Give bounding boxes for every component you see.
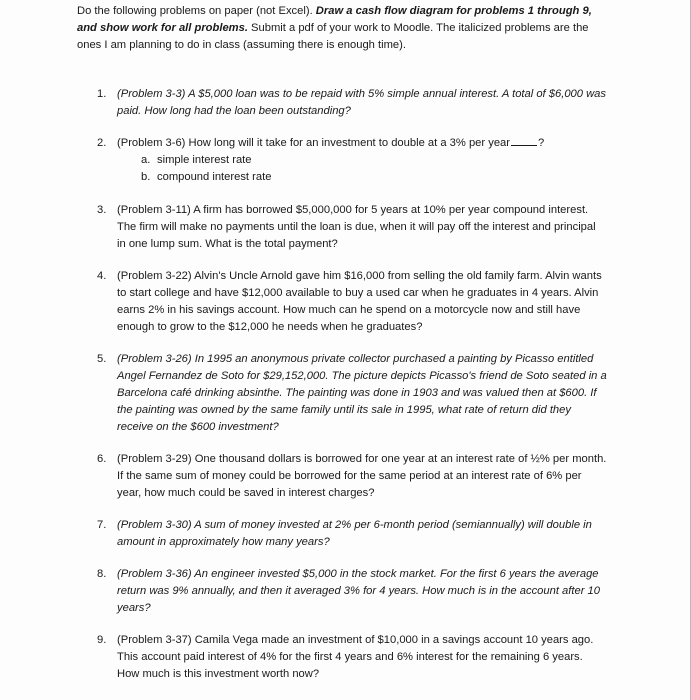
instructions-paragraph [77, 3, 597, 54]
problem-item-1 [97, 86, 607, 120]
problem-item-9 [97, 632, 607, 683]
problem-number: 5. [97, 353, 107, 365]
problem-text-after-blank: ? [538, 137, 545, 149]
problem-text: (Problem 3-22) Alvin's Uncle Arnold gave him $16,000 from selling the old family farm. Alvin wants to start college and have $12,000 available to buy a used car when he graduates in 4 years. Alvin earns 2% in his savings account. How much can he spend on a motorcycle now and still have enough to grow to the $12,000 he needs when he graduates? [117, 270, 602, 333]
problem-text: (Problem 3-11) A firm has borrowed $5,000,000 for 5 years at 10% per year compound interest. The firm will make no payments until the loan is due, when it will pay off the interest and principal in one lump sum. What is the total payment? [117, 204, 596, 250]
problem-number: 1. [97, 88, 107, 100]
problem-item-6 [97, 451, 607, 502]
problem-text: (Problem 3-26) In 1995 an anonymous private collector purchased a painting by Picasso entitled Angel Fernandez de Soto for $29,152,000. The picture depicts Picasso's friend de Soto seated in a Barcelona café drinking absinthe. The painting was done in 1903 and was valued then at $600. If the painting was owned by the same family until its sale in 1995, what rate of return did they receive on the $600 investment? [117, 353, 607, 433]
problem-text: (Problem 3-36) An engineer invested $5,000 in the stock market. For the first 6 years the average return was 9% annually, and then it averaged 3% for 4 years. How much is in the account after 10 years? [117, 568, 600, 614]
subitem [141, 169, 607, 186]
instructions-text-start: Do the following problems on paper (not Excel). [77, 5, 316, 17]
problem-text [117, 135, 607, 152]
instructions-emphasis: Draw a cash flow diagram for problems 1 through 9, and show work for all problems. [77, 5, 592, 34]
problem-item-2 [97, 135, 607, 185]
problem-text: (Problem 3-30) A sum of money invested at 2% per 6-month period (semiannually) will double in amount in approximately how many years? [117, 519, 592, 548]
problem-number: 6. [97, 453, 107, 465]
problem-item-5 [97, 351, 607, 436]
problem-text: (Problem 3-29) One thousand dollars is borrowed for one year at an interest rate of ½% per month. If the same sum of money could be borrowed for the same period at an interest rate of 6% per year, how much could be saved in interest charges? [117, 453, 607, 499]
problem-text: (Problem 3-37) Camila Vega made an investment of $10,000 in a savings account 10 years ago. This account paid interest of 4% for the first 4 years and 6% interest for the remaining 6 years. How much is this investment worth now? [117, 634, 594, 680]
problem-number: 3. [97, 204, 107, 216]
problem-text-before-blank: (Problem 3-6) How long will it take for an investment to double at a 3% per year [117, 137, 510, 149]
subitem [141, 152, 607, 169]
problem-text: (Problem 3-3) A $5,000 loan was to be repaid with 5% simple annual interest. A total of $6,000 was paid. How long had the loan been outstanding? [117, 88, 606, 117]
subitem-letter: a. [141, 154, 151, 166]
subitem-text: simple interest rate [157, 154, 252, 166]
problem-number: 4. [97, 270, 107, 282]
problem-number: 2. [97, 137, 107, 149]
problem-item-7 [97, 517, 607, 551]
problem-number: 9. [97, 634, 107, 646]
problem-list [97, 86, 607, 683]
problem-number: 7. [97, 519, 107, 531]
subitem-letter: b. [141, 170, 151, 183]
instructions-text-end: Submit a pdf of your work to Moodle. The italicized problems are the ones I am planning to do in class (assuming there is enough time). [77, 22, 589, 51]
problem-item-4 [97, 268, 607, 336]
subitem-text: compound interest rate [157, 170, 272, 183]
problem-item-8 [97, 566, 607, 617]
subitem-list [117, 152, 607, 185]
problem-number: 8. [97, 568, 107, 580]
problem-item-3 [97, 202, 607, 253]
answer-blank [511, 135, 537, 146]
